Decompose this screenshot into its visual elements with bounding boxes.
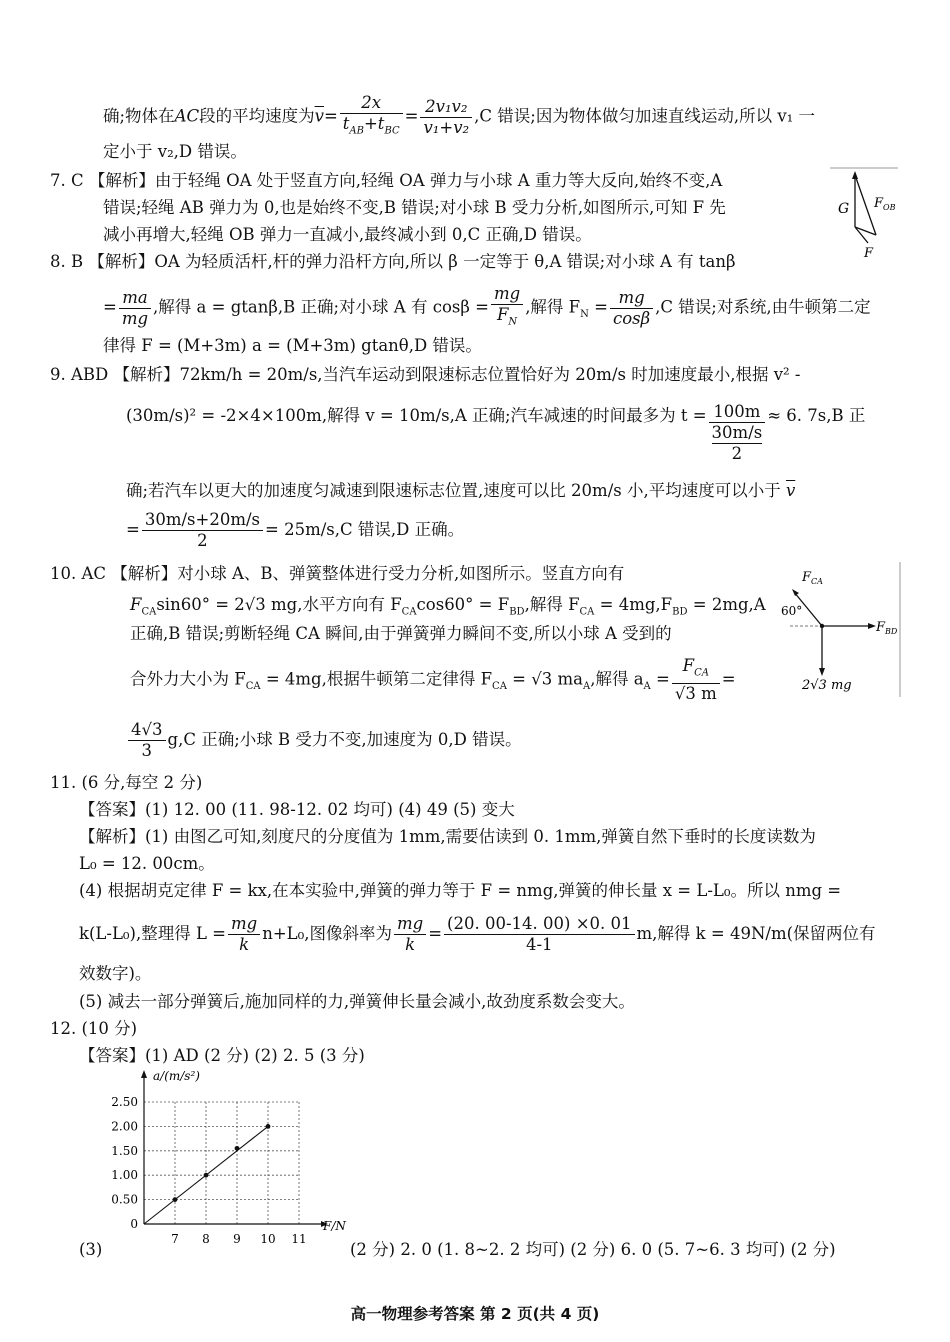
text: AC xyxy=(174,106,200,126)
fraction xyxy=(394,914,426,955)
q8-line-3: 律得 F = (M+3m) a = (M+3m) gtanθ,D 错误。 xyxy=(103,336,482,355)
sub: N xyxy=(580,308,589,320)
y-axis-label: a/(m/s²) xyxy=(153,1069,200,1083)
fraction xyxy=(119,288,151,329)
q11-a2: L₀ = 12. 00cm。 xyxy=(79,854,215,873)
fraction xyxy=(128,720,166,761)
frac-num: mg xyxy=(228,914,260,935)
fraction xyxy=(228,914,260,955)
frac-den xyxy=(709,423,766,464)
top-line-1 xyxy=(103,93,815,141)
text: 段的平均速度为 xyxy=(199,106,315,126)
v-bar: $\overline{v}$ xyxy=(785,481,796,500)
q9-line-4 xyxy=(126,510,464,551)
sub: BC xyxy=(384,125,400,137)
text: = xyxy=(588,297,608,317)
t: F xyxy=(130,595,142,614)
data-point xyxy=(173,1197,178,1202)
text: ≈ 6. 7s,B 正 xyxy=(767,406,866,425)
q10-line-4 xyxy=(130,656,736,709)
frac-den: mg xyxy=(121,308,149,328)
fraction xyxy=(142,510,263,551)
sub: BD xyxy=(672,606,688,618)
frac-den: k xyxy=(239,935,250,954)
chart-axes xyxy=(141,1070,328,1227)
acceleration-force-chart xyxy=(95,1068,365,1248)
q7-line-1: 7. C 【解析】由于轻绳 OA 处于竖直方向,轻绳 OA 弹力与小球 A 重力等大反向,始终不变,A xyxy=(50,171,723,190)
t: k(L-L₀),整理得 L = xyxy=(79,924,226,943)
frac-num: mg xyxy=(491,284,523,305)
chart-ticks xyxy=(111,1095,306,1246)
frac-den: cosβ xyxy=(612,308,651,328)
t: F xyxy=(682,656,695,675)
t: = xyxy=(428,924,443,943)
q10-line-1: 10. AC 【解析】对小球 A、B、弹簧整体进行受力分析,如图所示。竖直方向有 xyxy=(50,564,625,583)
fca-label xyxy=(801,570,823,586)
text: ,C 错误;对系统,由牛顿第二定 xyxy=(655,297,871,317)
page-footer: 高一物理参考答案 第 2 页(共 4 页) xyxy=(350,1305,600,1323)
sub: N xyxy=(508,316,518,328)
frac-den: 2 xyxy=(197,531,208,550)
sub: CA xyxy=(245,680,261,692)
sub: CA xyxy=(401,606,417,618)
q11-answer: 【答案】(1) 12. 00 (11. 98-12. 02 均可) (4) 49 (5) 变大 xyxy=(79,800,515,819)
angle-label: 60° xyxy=(781,604,803,618)
q12-header: 12. (10 分) xyxy=(50,1019,138,1038)
fob-sub: OB xyxy=(883,203,896,212)
frac-den: 3 xyxy=(141,741,152,760)
sub: CA xyxy=(694,667,709,679)
fca-arrowhead xyxy=(792,589,799,596)
t: 合外力大小为 F xyxy=(130,669,246,689)
x-tick-label: 7 xyxy=(171,1232,179,1246)
x-tick-label: 10 xyxy=(260,1232,276,1246)
fraction-2 xyxy=(420,97,472,138)
q9-line-2 xyxy=(126,402,865,464)
y-tick-label: 0 xyxy=(130,1217,138,1231)
fraction xyxy=(491,284,523,332)
q11-a4 xyxy=(79,912,876,956)
x-tick-label: 8 xyxy=(202,1232,210,1246)
frac-num: 100m xyxy=(709,402,766,423)
frac-num xyxy=(672,656,720,684)
t: F xyxy=(496,305,509,324)
q11-a5: 效数字)。 xyxy=(79,964,152,983)
t: g,C 正确;小球 B 受力不变,加速度为 0,D 错误。 xyxy=(167,730,522,749)
t: sin60° = 2√3 mg,水平方向有 F xyxy=(156,595,402,614)
x-axis-label: F/N xyxy=(323,1219,346,1233)
frac-den xyxy=(340,114,403,141)
frac-num: mg xyxy=(394,914,426,935)
f-label: F xyxy=(864,246,874,260)
f: F xyxy=(876,620,886,635)
g-label: G xyxy=(838,201,850,217)
v-bar: $\overline{v}$ xyxy=(314,106,324,126)
f: F xyxy=(802,570,812,585)
frac-den: 4-1 xyxy=(525,935,553,954)
y-tick-label: 2.00 xyxy=(111,1119,138,1134)
text: = xyxy=(323,106,338,126)
q11-header: 11. (6 分,每空 2 分) xyxy=(50,773,203,792)
sub: AB xyxy=(349,125,364,137)
fraction xyxy=(709,402,766,464)
q8-line-2 xyxy=(103,284,871,337)
y-tick-label: 1.00 xyxy=(111,1168,138,1183)
t: cos60° = F xyxy=(416,595,510,614)
text: 确;若汽车以更大的加速度匀减速到限速标志位置,速度可以比 20m/s 小,平均速度可以小于 xyxy=(126,481,781,500)
t: ,解得 a xyxy=(590,669,644,689)
chart-marks xyxy=(144,1124,270,1224)
t: +t xyxy=(363,114,385,133)
frac-num: ma xyxy=(119,288,151,309)
top-line-2: 定小于 v₂,D 错误。 xyxy=(103,142,247,161)
q9-line-3 xyxy=(126,480,795,502)
sub: CA xyxy=(141,606,157,618)
t: = 4mg,根据牛顿第二定律得 F xyxy=(260,669,493,689)
q12-answer: 【答案】(1) AD (2 分) (2) 2. 5 (3 分) xyxy=(79,1046,365,1065)
q12-tail: (2 分) 2. 0 (1. 8~2. 2 均可) (2 分) 6. 0 (5. 7~6. 3 均可) (2 分) xyxy=(350,1240,836,1259)
q8-line-1: 8. B 【解析】OA 为轻质活杆,杆的弹力沿杆方向,所以 β 一定等于 θ,A 错误;对小球 A 有 tanβ xyxy=(50,252,736,271)
mg-arrowhead xyxy=(819,668,825,676)
q7-line-2: 错误;轻绳 AB 弹力为 0,也是始终不变,B 错误;对小球 B 受力分析,如图所示,可知 F 先 xyxy=(103,198,726,217)
text: ,解得 a = gtanβ,B 正确;对小球 A 有 cosβ = xyxy=(153,297,489,317)
t: ,解得 F xyxy=(524,595,580,614)
data-point xyxy=(204,1173,209,1178)
x-tick-label: 9 xyxy=(233,1232,241,1246)
text: 确;物体在 xyxy=(103,106,175,126)
q10-line-5 xyxy=(126,718,522,762)
q11-a3: (4) 根据胡克定律 F = kx,在本实验中,弹簧的弹力等于 F = nmg,弹簧的伸长量 x = L-L₀。所以 nmg = xyxy=(79,881,842,900)
q9-line-1: 9. ABD 【解析】72km/h = 20m/s,当汽车运动到限速标志位置恰好为 20m/s 时加速度最小,根据 v² - xyxy=(50,365,801,384)
frac-num: (20. 00-14. 00) ×0. 01 xyxy=(444,914,634,935)
fraction-1 xyxy=(340,93,403,141)
fraction xyxy=(444,914,634,955)
data-point xyxy=(235,1146,240,1151)
sub: BD xyxy=(509,606,525,618)
t: n+L₀,图像斜率为 xyxy=(262,924,392,943)
fob-label xyxy=(873,196,896,212)
sub: CA xyxy=(492,680,507,692)
frac-num: 2v₁v₂ xyxy=(420,97,472,118)
q10-line-3: 正确,B 错误;剪断轻绳 CA 瞬间,由于弹簧弹力瞬间不变,所以小球 A 受到的 xyxy=(130,624,672,643)
sub: BD xyxy=(885,627,898,636)
q10-force-diagram xyxy=(772,562,902,697)
t: = √3 ma xyxy=(506,669,583,689)
frac-den: k xyxy=(405,935,416,954)
q7-line-3: 减小再增大,轻绳 OB 弹力一直减小,最终减小到 0,C 正确,D 错误。 xyxy=(103,225,592,244)
text: ,C 错误;因为物体做匀加速直线运动,所以 v₁ 一 xyxy=(474,106,816,126)
frac-den: √3 m xyxy=(674,684,717,704)
t: = xyxy=(721,669,736,689)
fraction xyxy=(610,288,653,329)
y-tick-label: 2.50 xyxy=(111,1095,138,1109)
frac-num: 2x xyxy=(340,93,403,114)
frac-num: mg xyxy=(610,288,653,309)
frac-num: 4√3 xyxy=(128,720,166,741)
sub: CA xyxy=(579,606,595,618)
text: = 25m/s,C 错误,D 正确。 xyxy=(265,520,465,539)
mg-label: 2√3 mg xyxy=(802,678,852,693)
sub: CA xyxy=(811,577,823,586)
fob-arrow xyxy=(855,175,876,235)
t: = 2mg,A xyxy=(687,595,766,614)
text: (30m/s)² = -2×4×100m,解得 v = 10m/s,A 正确;汽车减速的时间最多为 t = xyxy=(126,406,707,425)
q11-a1: 【解析】(1) 由图乙可知,刻度尺的分度值为 1mm,需要估读到 0. 1mm,弹簧自然下垂时的长度读数为 xyxy=(79,827,816,846)
t: t xyxy=(342,114,350,133)
t: = xyxy=(650,669,670,689)
frac-den: v₁+v₂ xyxy=(423,117,470,137)
fbd-label xyxy=(875,620,898,636)
data-point xyxy=(266,1124,271,1129)
fbd-arrowhead xyxy=(868,623,876,629)
text: = xyxy=(404,106,419,126)
y-tick-label: 1.50 xyxy=(111,1143,138,1158)
frac-num: 30m/s+20m/s xyxy=(142,510,263,531)
q10-line-2 xyxy=(130,594,766,623)
sub: A xyxy=(582,680,591,692)
sub: A xyxy=(643,680,651,692)
q12-part3-label: (3) xyxy=(79,1240,103,1259)
fraction xyxy=(672,656,720,704)
sub-num: 30m/s xyxy=(711,423,763,442)
x-tick-label: 11 xyxy=(291,1232,307,1246)
y-axis-arrow xyxy=(141,1070,147,1078)
y-tick-label: 0.50 xyxy=(111,1192,138,1207)
t: m,解得 k = 49N/m(保留两位有 xyxy=(636,924,876,943)
frac-den xyxy=(491,305,523,332)
text: = xyxy=(126,520,140,539)
q7-force-diagram xyxy=(830,165,900,260)
fob: F xyxy=(874,196,884,211)
text: = xyxy=(103,297,117,317)
q11-a6: (5) 减去一部分弹簧后,施加同样的力,弹簧伸长量会减小,故劲度系数会变大。 xyxy=(79,992,635,1011)
sub-den: 2 xyxy=(731,444,743,463)
t: = 4mg,F xyxy=(594,595,673,614)
text: ,解得 F xyxy=(525,297,581,317)
